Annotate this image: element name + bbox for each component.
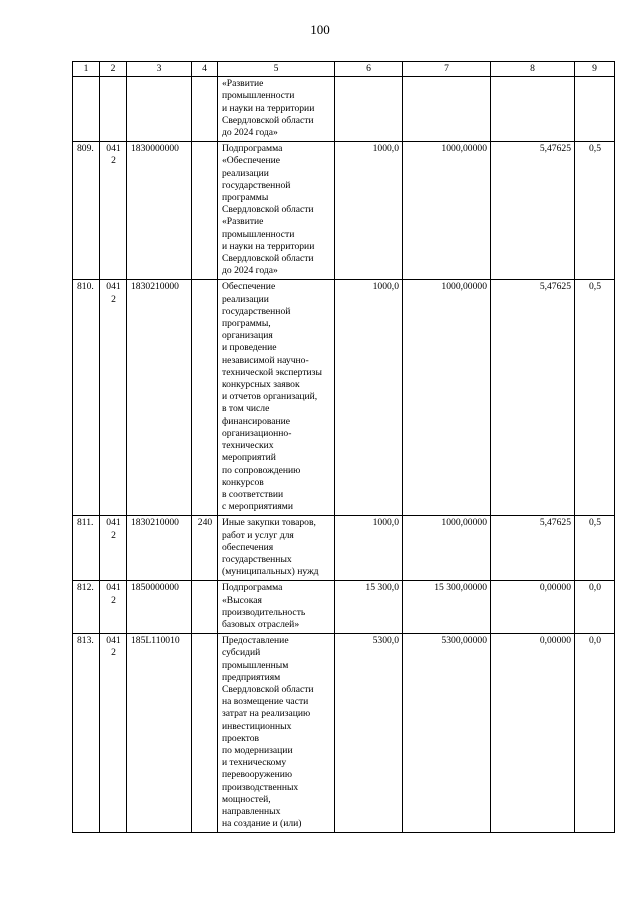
amount-col6: 5300,0: [335, 634, 403, 833]
table-row: [73, 142, 615, 280]
row-number: [73, 77, 100, 142]
header-cell: 8: [491, 62, 575, 77]
amount-col8: 5,47625: [491, 142, 575, 280]
expense-type: [192, 77, 218, 142]
item-name: Подпрограмма «Высокая производительность базовых отраслей»: [218, 581, 335, 634]
budget-table: [72, 61, 615, 833]
section-code: [100, 77, 127, 142]
item-name: «Развитие промышленности и науки на территории Свердловской области до 2024 года»: [218, 77, 335, 142]
amount-col7: [403, 77, 491, 142]
table-row: [73, 280, 615, 516]
amount-col6: 1000,0: [335, 516, 403, 581]
header-row: [73, 62, 615, 77]
page-number: 100: [310, 22, 330, 37]
target-code: 1850000000: [127, 581, 192, 634]
target-code: 185L110010: [127, 634, 192, 833]
expense-type: 240: [192, 516, 218, 581]
row-number: 810.: [73, 280, 100, 516]
amount-col7: 1000,00000: [403, 280, 491, 516]
amount-col8: [491, 77, 575, 142]
expense-type: [192, 142, 218, 280]
header-cell: 5: [218, 62, 335, 77]
item-name: Предоставление субсидий промышленным предприятиям Свердловской области на возмещение части затрат на реализацию инвестиционных проектов по модернизации и техническому перевооружению производственных мощностей, направленных на создание и (или): [218, 634, 335, 833]
row-number: 813.: [73, 634, 100, 833]
amount-col8: 0,00000: [491, 634, 575, 833]
amount-col9: [575, 77, 615, 142]
amount-col9: 0,5: [575, 142, 615, 280]
amount-col7: 15 300,00000: [403, 581, 491, 634]
amount-col8: 5,47625: [491, 516, 575, 581]
row-number: 811.: [73, 516, 100, 581]
item-name: Подпрограмма «Обеспечение реализации государственной программы Свердловской области «Развитие промышленности и науки на территории Свердловской области до 2024 года»: [218, 142, 335, 280]
table-row: [73, 581, 615, 634]
table-row: [73, 77, 615, 142]
item-name: Иные закупки товаров, работ и услуг для обеспечения государственных (муниципальных) нужд: [218, 516, 335, 581]
section-code: 0412: [100, 142, 127, 280]
target-code: 1830210000: [127, 280, 192, 516]
amount-col7: 1000,00000: [403, 516, 491, 581]
section-code: 0412: [100, 516, 127, 581]
amount-col6: 1000,0: [335, 142, 403, 280]
amount-col7: 1000,00000: [403, 142, 491, 280]
expense-type: [192, 581, 218, 634]
amount-col8: 5,47625: [491, 280, 575, 516]
header-cell: 6: [335, 62, 403, 77]
item-name: Обеспечение реализации государственной программы, организация и проведение независимой научно- технической экспертизы конкурсных заявок и отчетов организаций, в том числе финансирование организационно- технических мероприятий по сопровождению конкурсов в соответствии с мероприятиями: [218, 280, 335, 516]
target-code: 1830210000: [127, 516, 192, 581]
table-row: [73, 516, 615, 581]
section-code: 0412: [100, 581, 127, 634]
amount-col9: 0,5: [575, 516, 615, 581]
header-cell: 3: [127, 62, 192, 77]
target-code: [127, 77, 192, 142]
table-row: [73, 634, 615, 833]
section-code: 0412: [100, 634, 127, 833]
section-code: 0412: [100, 280, 127, 516]
amount-col6: 15 300,0: [335, 581, 403, 634]
expense-type: [192, 634, 218, 833]
header-cell: 2: [100, 62, 127, 77]
row-number: 809.: [73, 142, 100, 280]
table-body: [73, 62, 615, 833]
amount-col6: 1000,0: [335, 280, 403, 516]
amount-col9: 0,0: [575, 634, 615, 833]
header-cell: 9: [575, 62, 615, 77]
amount-col6: [335, 77, 403, 142]
header-cell: 1: [73, 62, 100, 77]
header-cell: 4: [192, 62, 218, 77]
amount-col9: 0,5: [575, 280, 615, 516]
target-code: 1830000000: [127, 142, 192, 280]
header-cell: 7: [403, 62, 491, 77]
expense-type: [192, 280, 218, 516]
amount-col7: 5300,00000: [403, 634, 491, 833]
amount-col9: 0,0: [575, 581, 615, 634]
row-number: 812.: [73, 581, 100, 634]
amount-col8: 0,00000: [491, 581, 575, 634]
